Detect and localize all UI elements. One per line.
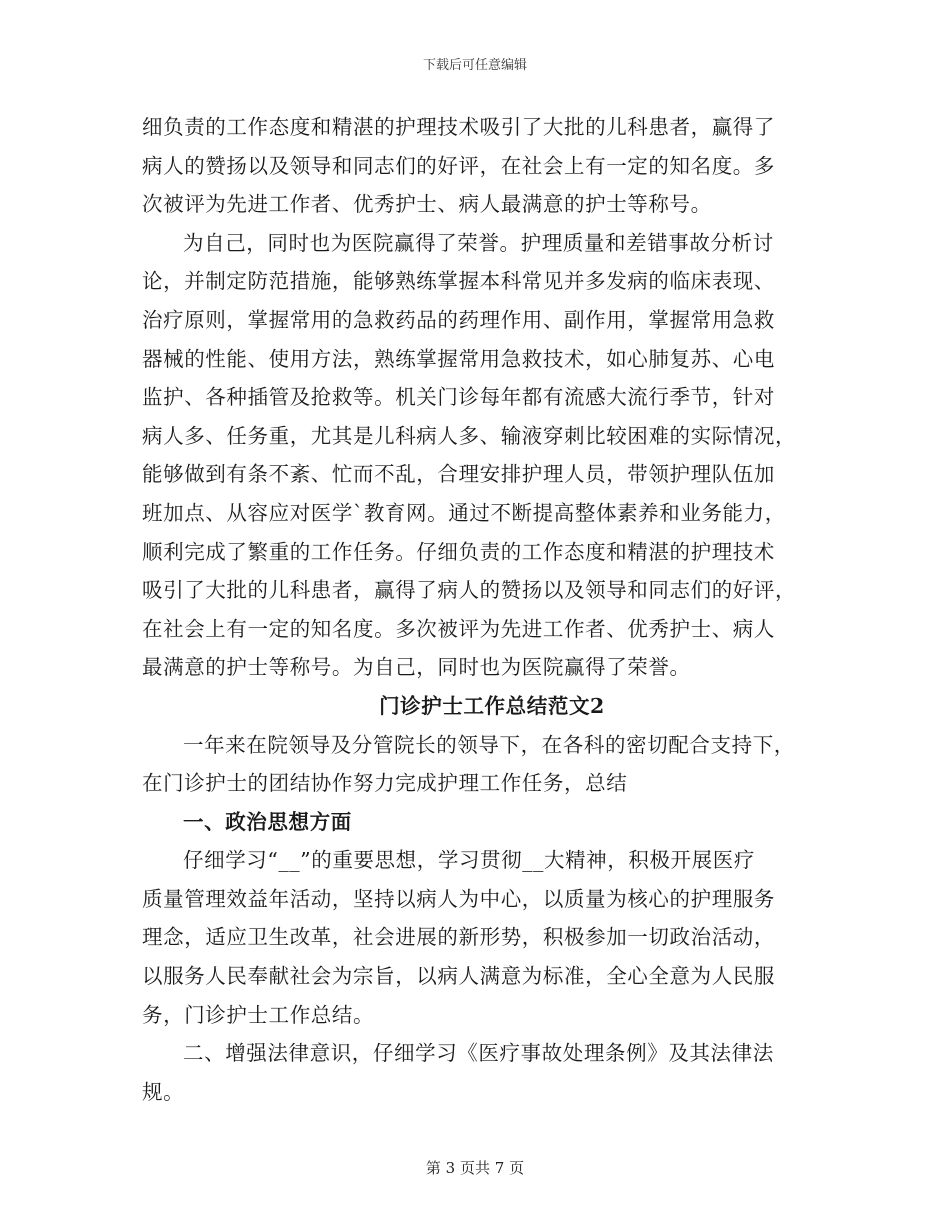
paragraph-line: 能够做到有条不紊、忙而不乱，合理安排护理人员，带领护理队伍加 <box>142 462 775 487</box>
paragraph-line: 吸引了大批的儿科患者，赢得了病人的赞扬以及领导和同志们的好评， <box>142 578 797 603</box>
paragraph-line: 器械的性能、使用方法，熟练掌握常用急救技术，如心肺复苏、心电 <box>142 346 775 371</box>
paragraph-line: 细负责的工作态度和精湛的护理技术吸引了大批的儿科患者，赢得了 <box>142 115 775 139</box>
paragraph-line: 规。 <box>142 1079 185 1104</box>
page-footer: 第 3 页共 7 页 <box>425 1159 525 1177</box>
paragraph-line: 为自己，同时也为医院赢得了荣誉。护理质量和差错事故分析讨 <box>183 230 774 255</box>
paragraph-line: 顺利完成了繁重的工作任务。仔细负责的工作态度和精湛的护理技术 <box>142 539 775 564</box>
paragraph-line: 一年来在院领导及分管院长的领导下，在各科的密切配合支持下， <box>183 732 795 757</box>
page-header: 下载后可任意编辑 <box>422 58 527 73</box>
paragraph-line: 次被评为先进工作者、优秀护士、病人最满意的护士等称号。 <box>142 192 712 217</box>
paragraph-line: 理念，适应卫生改革，社会进展的新形势，积极参加一切政治活动， <box>142 925 775 950</box>
paragraph-line: 病人多、任务重，尤其是儿科病人多、输液穿刺比较困难的实际情况， <box>142 423 797 448</box>
paragraph-line: 在门诊护士的团结协作努力完成护理工作任务，总结 <box>142 771 628 796</box>
paragraph-line: 病人的赞扬以及领导和同志们的好评，在社会上有一定的知名度。多 <box>142 153 775 178</box>
paragraph-line: 仔细学习“__”的重要思想，学习贯彻__大精神，积极开展医疗 <box>183 848 755 873</box>
paragraph-line: 论，并制定防范措施，能够熟练掌握本科常见并多发病的临床表现、 <box>142 269 775 294</box>
paragraph-line: 治疗原则，掌握常用的急救药品的药理作用、副作用，掌握常用急救 <box>142 307 775 332</box>
document-body <box>142 108 812 1111</box>
paragraph-line: 二、增强法律意识，仔细学习《医疗事故处理条例》及其法律法 <box>183 1041 774 1066</box>
paragraph-line: 班加点、从容应对医学`教育网。通过不断提高整体素养和业务能力， <box>142 500 786 525</box>
paragraph-line: 质量管理效益年活动，坚持以病人为中心，以质量为核心的护理服务 <box>142 886 775 911</box>
paragraph-line: 监护、各种插管及抢救等。机关门诊每年都有流感大流行季节，针对 <box>142 385 775 410</box>
paragraph-line: 在社会上有一定的知名度。多次被评为先进工作者、优秀护士、病人 <box>142 616 775 641</box>
paragraph-line: 最满意的护士等称号。为自己，同时也为医院赢得了荣誉。 <box>142 655 691 680</box>
paragraph-line: 以服务人民奉献社会为宗旨，以病人满意为标准，全心全意为人民服 <box>142 964 775 989</box>
section-title: 门诊护士工作总结范文2 <box>379 693 605 718</box>
subsection-heading: 一、政治思想方面 <box>183 809 352 834</box>
paragraph-line: 务，门诊护士工作总结。 <box>142 1002 375 1027</box>
